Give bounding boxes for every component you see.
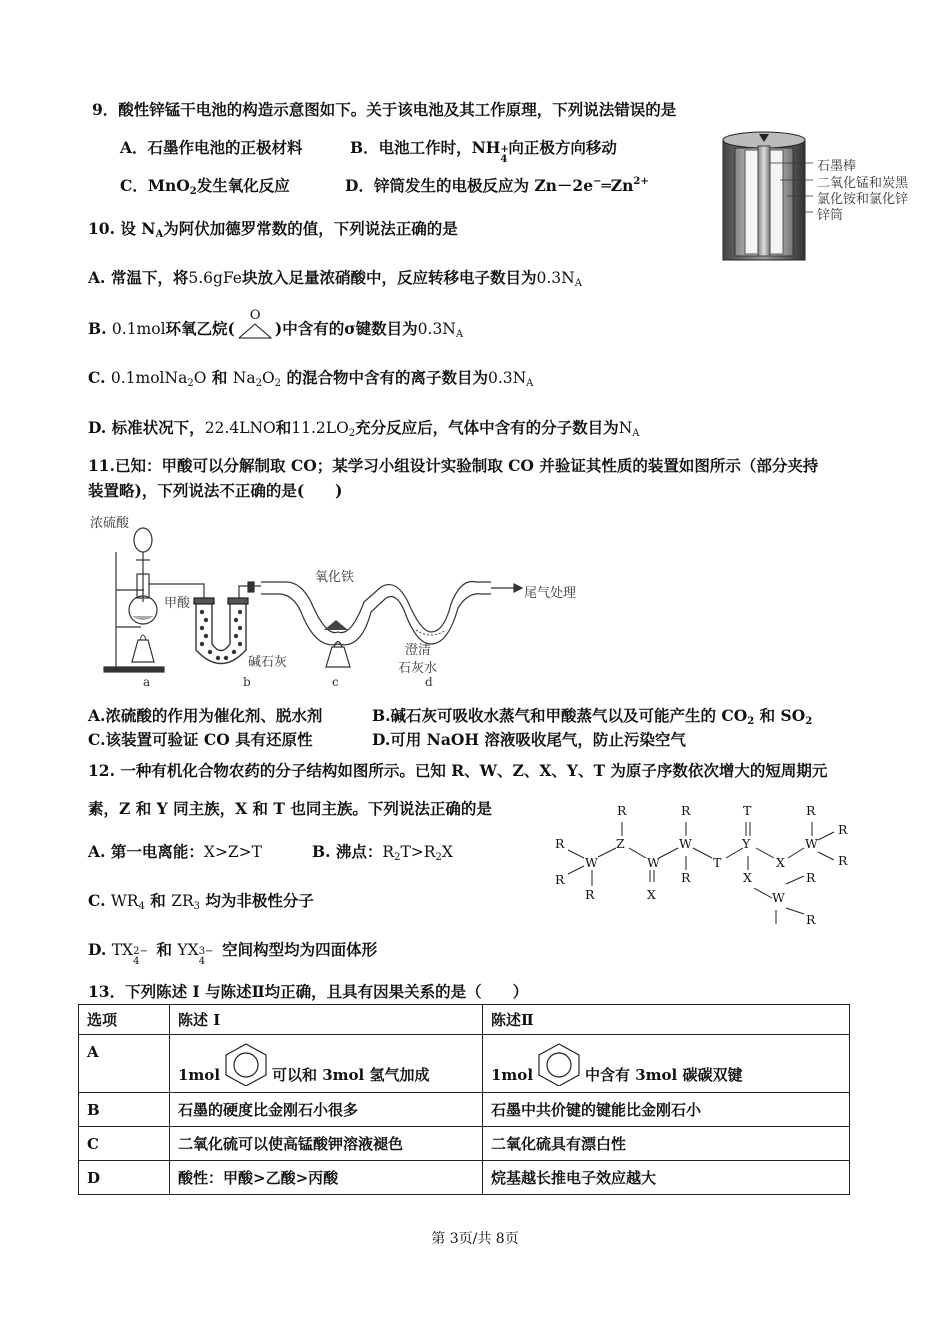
table-row — [79, 1035, 850, 1093]
q10-option-a: A. 常温下，将5.6gFe块放入足量浓硝酸中，反应转移电子数目为$0.3N_A$ — [88, 268, 582, 289]
row-b-statement-1: 石墨的硬度比金刚石小很多 — [170, 1093, 483, 1127]
battery-label-mno2: 二氧化锰和炭黑 — [817, 176, 909, 191]
atom-x: X — [776, 855, 785, 870]
atom-x: X — [743, 870, 752, 885]
label-conc-sulfuric-acid: 浓硫酸 — [90, 516, 130, 531]
row-d-statement-1: 酸性：甲酸>乙酸>丙酸 — [170, 1161, 483, 1195]
atom-r: R — [838, 822, 848, 837]
atom-t: T — [743, 803, 752, 818]
q13-table — [78, 1004, 850, 1195]
row-c-statement-2: 二氧化硫具有漂白性 — [483, 1127, 850, 1161]
atom-x: X — [647, 887, 656, 902]
atom-w: W — [772, 890, 785, 905]
row-c-statement-1: 二氧化硫可以使高锰酸钾溶液褪色 — [170, 1127, 483, 1161]
header-statement-1: 陈述 I — [170, 1005, 483, 1035]
q9-option-d: D．锌筒发生的电极反应为 $Zn-2e^-═Zn^{2+}$ — [345, 176, 649, 195]
q9-option-a: A．石墨作电池的正极材料 — [120, 138, 303, 157]
atom-r: R — [555, 872, 565, 887]
page-footer: 第 3页/共 8页 — [431, 1231, 519, 1247]
label-tail-gas: 尾气处理 — [524, 586, 577, 601]
battery-label-nh4cl: 氯化铵和氯化锌 — [817, 192, 909, 207]
atom-r: R — [838, 853, 848, 868]
epoxide-ring: O — [235, 316, 275, 338]
label-soda-lime: 碱石灰 — [248, 655, 288, 670]
row-c-option: C — [79, 1127, 170, 1161]
q9-option-b: B．电池工作时，NH + 4 向正极方向移动 — [350, 138, 617, 165]
label-limewater: 石灰水 — [398, 661, 438, 676]
q11-stem-line1: 11.已知：甲酸可以分解制取 CO；某学习小组设计实验制取 CO 并验证其性质的装置如图所示（部分夹持 — [88, 456, 819, 475]
atom-r: R — [681, 870, 691, 885]
label-c: c — [332, 675, 339, 689]
row-d-option: D — [79, 1161, 170, 1195]
label-a: a — [143, 675, 151, 689]
row-b-statement-2: 石墨中共价键的键能比金刚石小 — [483, 1093, 850, 1127]
row-d-statement-2: 烷基越长推电子效应越大 — [483, 1161, 850, 1195]
atom-r: R — [617, 803, 627, 818]
atom-z: Z — [616, 836, 625, 851]
q10-option-c: C. 0.1molNa$_2$O 和 $Na_2O_2$ 的混合物中含有的离子数目为$0.3N_A$ — [88, 368, 534, 389]
atom-w: W — [647, 855, 660, 870]
benzene-ring-icon — [533, 1042, 585, 1086]
q11-option-b: B.碱石灰可吸收水蒸气和甲酸蒸气以及可能产生的 $CO_2$ 和 $SO_2$ — [372, 706, 813, 727]
header-option: 选项 — [79, 1005, 170, 1035]
q13-stem: 13．下列陈述 I 与陈述Ⅱ均正确，且具有因果关系的是（ ） — [88, 982, 529, 1001]
header-statement-2: 陈述Ⅱ — [483, 1005, 850, 1035]
label-clear: 澄清 — [405, 643, 432, 658]
q9-option-c: C．MnO$_2$发生氧化反应 — [120, 176, 290, 197]
q12-stem-line1: 12. 一种有机化合物农药的分子结构如图所示。已知 R、W、Z、X、Y、T 为原子序数依次增大的短周期元 — [88, 761, 828, 780]
atom-w: W — [805, 836, 818, 851]
atom-r: R — [585, 887, 595, 902]
q12-option-b: B. 沸点：$R_2T>R_2X$ — [312, 842, 453, 863]
table-header-row — [79, 1005, 850, 1035]
label-d: d — [425, 675, 433, 689]
table-row — [79, 1127, 850, 1161]
q11-option-d: D.可用 NaOH 溶液吸收尾气，防止污染空气 — [372, 730, 686, 749]
q10-stem: 10. 设 $N_A$为阿伏加德罗常数的值，下列说法正确的是 — [88, 219, 458, 240]
atom-r: R — [806, 870, 816, 885]
q10-option-b: B. 0.1mol环氧乙烷( O )中含有的σ键数目为$0.3N_A$ — [88, 308, 464, 340]
q9-stem: 9．酸性锌锰干电池的构造示意图如下。关于该电池及其工作原理，下列说法错误的是 — [92, 100, 677, 119]
atom-r: R — [555, 836, 565, 851]
q11-option-c: C.该装置可验证 CO 具有还原性 — [88, 730, 313, 749]
atom-w: W — [679, 836, 692, 851]
row-a-option: A — [79, 1035, 170, 1093]
label-b: b — [243, 675, 251, 689]
table-row — [79, 1093, 850, 1127]
q12-option-a: A. 第一电离能：X>Z>T — [88, 842, 262, 861]
atom-r: R — [681, 803, 691, 818]
row-a-statement-2: 1mol 中含有 3mol 碳碳双键 — [483, 1035, 850, 1093]
q12-stem-line2: 素，Z 和 Y 同主族，X 和 T 也同主族。下列说法正确的是 — [88, 799, 492, 818]
row-a-statement-1: 1mol 可以和 3mol 氢气加成 — [170, 1035, 483, 1093]
table-row — [79, 1161, 850, 1195]
battery-label-zinc: 锌筒 — [817, 208, 844, 223]
q10-option-d: D. 标准状况下，22.4LNO和$11.2LO_2$充分反应后，气体中含有的分子数目为$N_A$ — [88, 418, 640, 439]
q12-option-c: C. $WR_4$ 和 $ZR_3$ 均为非极性分子 — [88, 891, 314, 912]
benzene-ring-icon — [220, 1042, 272, 1086]
q12-option-d: D. TX 2− 4 和 YX 3− 4 空间构型均为四面体形 — [88, 940, 378, 967]
atom-t: T — [713, 855, 722, 870]
q11-stem-line2: 装置略)，下列说法不正确的是( ) — [88, 481, 343, 500]
q11-option-a: A.浓硫酸的作用为催化剂、脱水剂 — [88, 706, 323, 725]
atom-r: R — [806, 803, 816, 818]
battery-label-graphite: 石墨棒 — [817, 159, 857, 174]
atom-y: Y — [742, 836, 751, 851]
label-formic-acid: 甲酸 — [164, 596, 191, 611]
row-b-option: B — [79, 1093, 170, 1127]
atom-r: R — [806, 912, 816, 927]
label-iron-oxide: 氧化铁 — [315, 570, 355, 585]
atom-w: W — [585, 855, 598, 870]
